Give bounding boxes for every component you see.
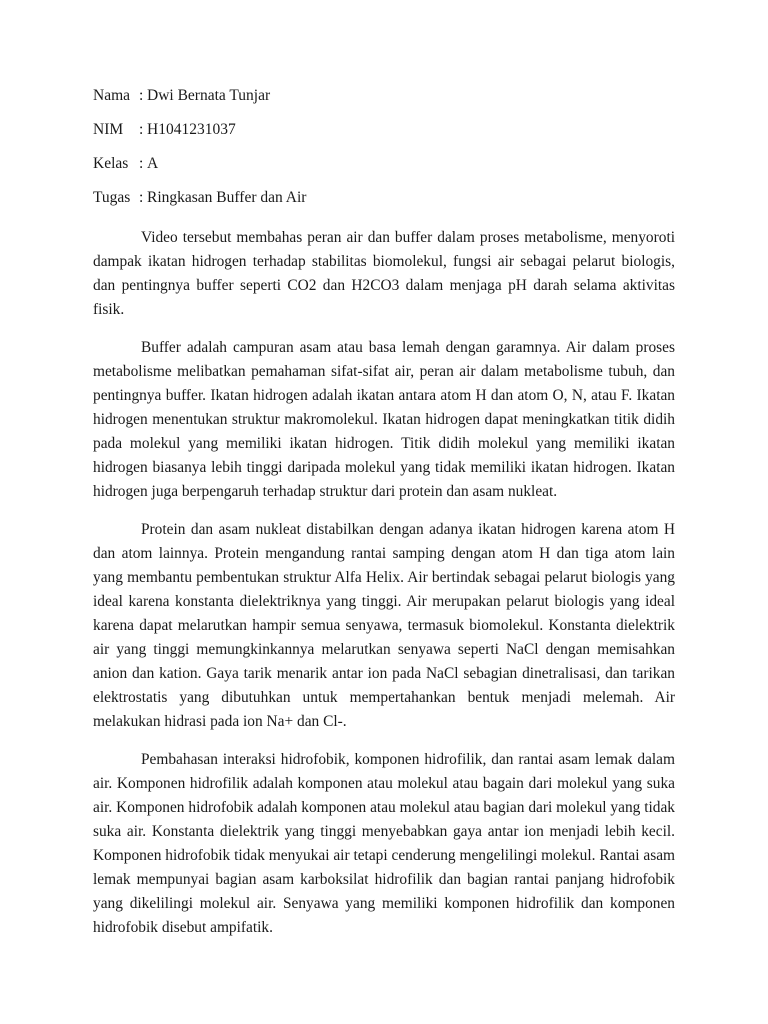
tugas-label: Tugas bbox=[93, 189, 131, 206]
name-row bbox=[93, 86, 693, 120]
document-body bbox=[93, 226, 675, 954]
kelas-label: Kelas bbox=[93, 155, 129, 172]
kelas-separator: : bbox=[139, 155, 144, 172]
tugas-value: Ringkasan Buffer dan Air bbox=[147, 189, 307, 206]
paragraph-intro: Video tersebut membahas peran air dan buffer dalam proses metabolisme, menyoroti dampak ikatan hidrogen terhadap stabilitas biomolekul, fungsi air sebagai pelarut biologis, dan pentingnya buffer seperti CO2 dan H2CO3 dalam menjaga pH darah selama aktivitas fisik. bbox=[93, 229, 675, 318]
nim-row bbox=[93, 120, 693, 154]
paragraph-buffer: Buffer adalah campuran asam atau basa lemah dengan garamnya. Air dalam proses metabolisme melibatkan pemahaman sifat-sifat air, peran air dalam metabolisme tubuh, dan pentingnya buffer. Ikatan hidrogen adalah ikatan antara atom H dan atom O, N, atau F. Ikatan hidrogen menentukan struktur makromolekul. Ikatan hidrogen dapat meningkatkan titik didih pada molekul yang memiliki ikatan hidrogen. Titik didih molekul yang memiliki ikatan hidrogen biasanya lebih tinggi daripada molekul yang tidak memiliki ikatan hidrogen. Ikatan hidrogen juga berpengaruh terhadap struktur dari protein dan asam nukleat. bbox=[93, 339, 675, 500]
nim-value: H1041231037 bbox=[147, 121, 236, 138]
kelas-value: A bbox=[147, 155, 159, 172]
nim-separator: : bbox=[139, 121, 144, 138]
name-value: Dwi Bernata Tunjar bbox=[147, 87, 271, 104]
paragraph-hydrophobic: Pembahasan interaksi hidrofobik, komponen hidrofilik, dan rantai asam lemak dalam air. Komponen hidrofilik adalah komponen atau molekul atau bagain dari molekul yang suka air. Komponen hidrofobik adalah komponen atau molekul atau bagian dari molekul yang tidak suka air. Konstanta dielektrik yang tinggi menyebabkan gaya antar ion menjadi lebih kecil. Komponen hidrofobik tidak menyukai air tetapi cenderung mengelilingi molekul. Rantai asam lemak mempunyai bagian asam karboksilat hidrofilik dan bagian rantai panjang hidrofobik yang dikelilingi molekul air. Senyawa yang memiliki komponen hidrofilik dan komponen hidrofobik disebut ampifatik. bbox=[93, 751, 675, 936]
tugas-separator: : bbox=[139, 189, 144, 206]
nim-label: NIM bbox=[93, 121, 124, 138]
name-label: Nama bbox=[93, 87, 131, 104]
kelas-row bbox=[93, 154, 693, 188]
paragraph-protein: Protein dan asam nukleat distabilkan dengan adanya ikatan hidrogen karena atom H dan atom lainnya. Protein mengandung rantai samping dengan atom H dan tiga atom lain yang membantu pembentukan struktur Alfa Helix. Air bertindak sebagai pelarut biologis yang ideal karena konstanta dielektriknya yang tinggi. Air merupakan pelarut biologis yang ideal karena dapat melarutkan hampir semua senyawa, termasuk biomolekul. Konstanta dielektrik air yang tinggi memungkinkannya melarutkan senyawa seperti NaCl dengan memisahkan anion dan kation. Gaya tarik menarik antar ion pada NaCl sebagian dinetralisasi, dan tarikan elektrostatis yang dibutuhkan untuk mempertahankan bentuk menjadi melemah. Air melakukan hidrasi pada ion Na+ dan Cl-. bbox=[93, 521, 675, 730]
student-info bbox=[93, 86, 693, 222]
tugas-row bbox=[93, 188, 693, 222]
name-separator: : bbox=[139, 87, 144, 104]
